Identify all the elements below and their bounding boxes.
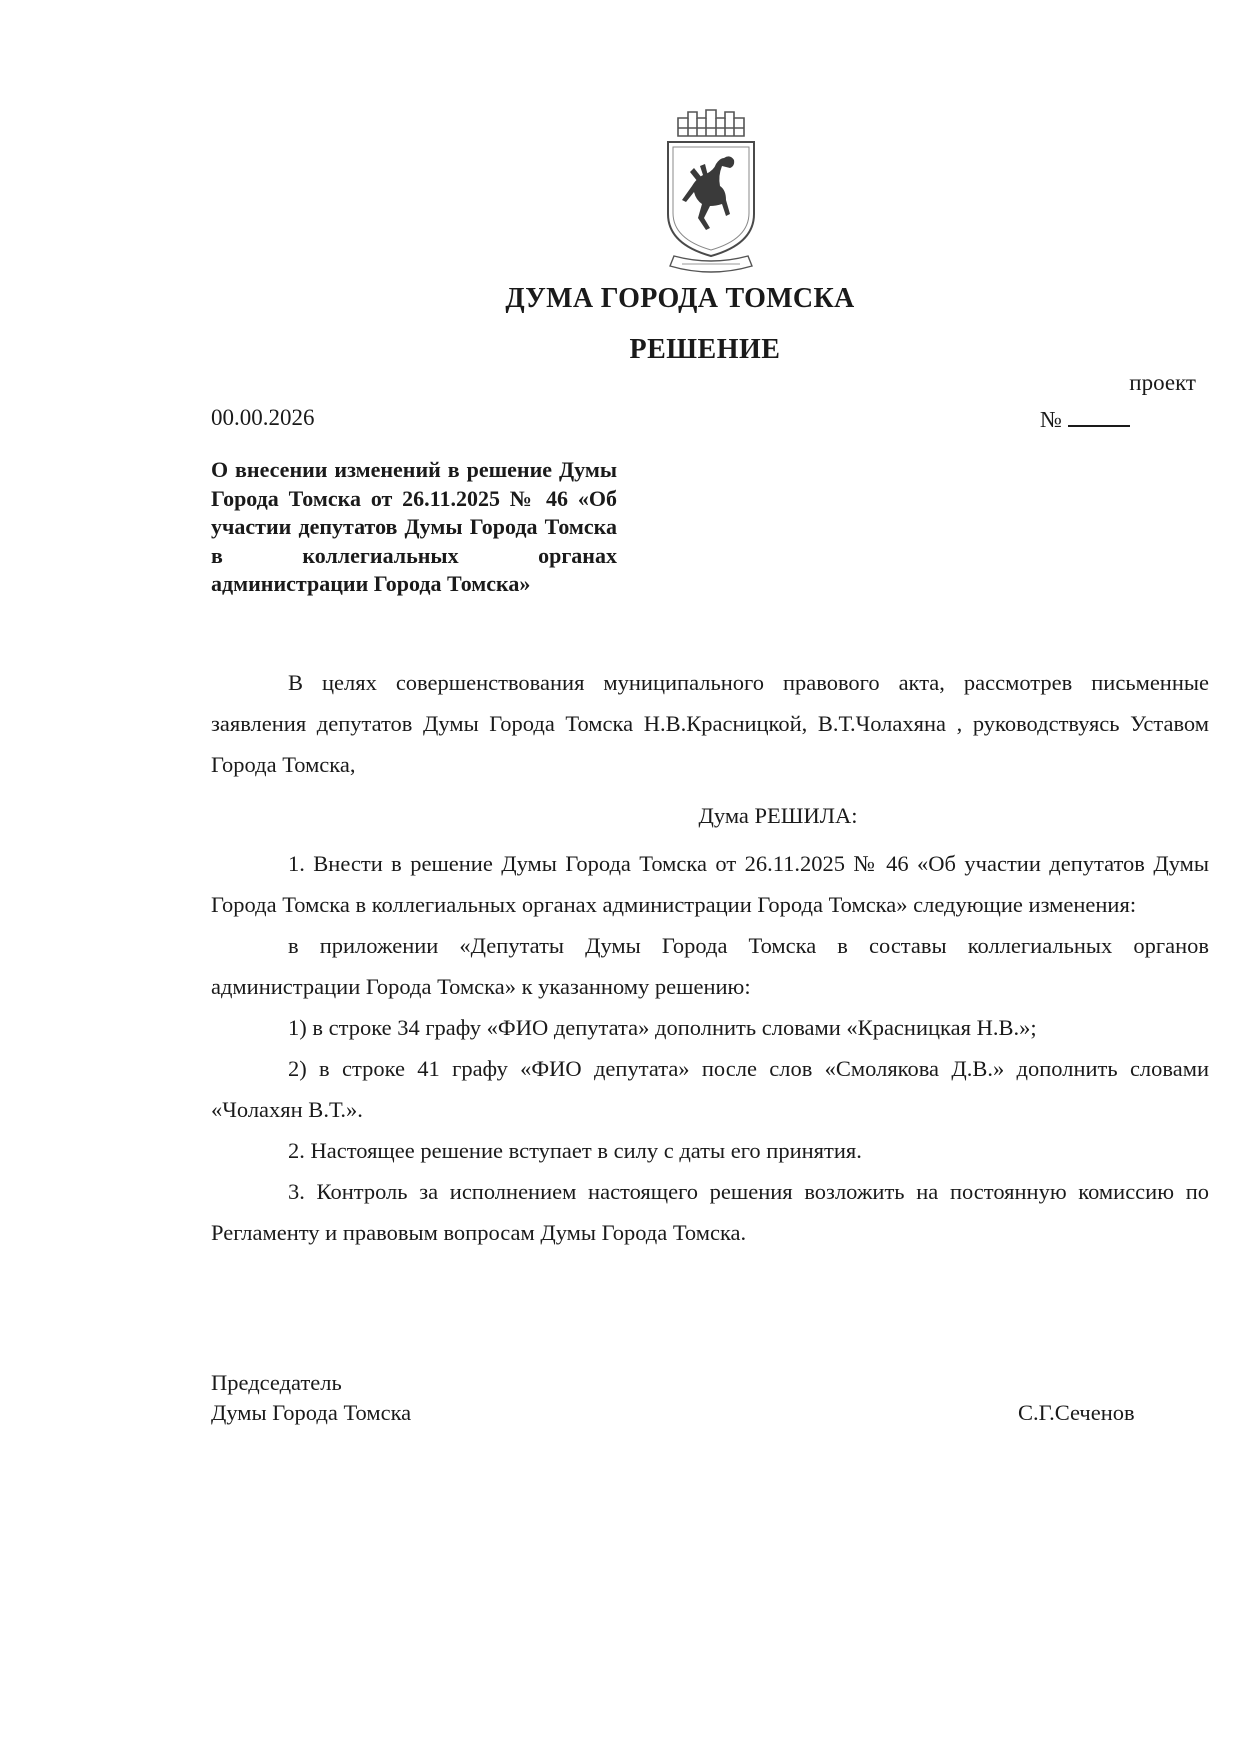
document-number xyxy=(1040,405,1130,433)
draft-mark: проект xyxy=(1129,370,1196,395)
signature-title-line1: Председатель xyxy=(211,1370,342,1395)
document-subject: О внесении изменений в решение Думы Города Томска от 26.11.2025 № 46 «Об участии депутатов Думы Города Томска в коллегиальных органах администрации Города Томска» xyxy=(211,457,617,597)
item-paragraph: в приложении «Депутаты Думы Города Томска в составы коллегиальных органов администрации Города Томска» к указанному решению: xyxy=(211,933,1209,999)
document-type: РЕШЕНИЕ xyxy=(629,334,781,365)
document-body xyxy=(211,662,1209,1253)
tomsk-coat-of-arms-icon xyxy=(664,106,758,276)
preamble-paragraph: В целях совершенствования муниципального правового акта, рассмотрев письменные заявления депутатов Думы Города Томска Н.В.Красницкой, В.Т.Чолахяна , руководствуясь Уставом Города Томска, xyxy=(211,670,1209,777)
signature-title-line2: Думы Города Томска xyxy=(211,1400,412,1425)
item-paragraph: 2. Настоящее решение вступает в силу с даты его принятия. xyxy=(288,1138,862,1163)
item-paragraph: 3. Контроль за исполнением настоящего решения возложить на постоянную комиссию по Регламенту и правовым вопросам Думы Города Томска. xyxy=(211,1179,1209,1245)
item-paragraph: 1) в строке 34 графу «ФИО депутата» дополнить словами «Красницкая Н.В.»; xyxy=(288,1015,1037,1040)
signer-name: С.Г.Сеченов xyxy=(1018,1400,1135,1425)
item-paragraph: 1. Внести в решение Думы Города Томска от 26.11.2025 № 46 «Об участии депутатов Думы Города Томска в коллегиальных органах администрации Города Томска» следующие изменения: xyxy=(211,851,1209,917)
signature-block xyxy=(211,1368,411,1428)
resolved-heading: Дума РЕШИЛА: xyxy=(698,803,858,828)
number-blank xyxy=(1068,405,1130,427)
organization-title: ДУМА ГОРОДА ТОМСКА xyxy=(505,283,855,314)
item-paragraph: 2) в строке 41 графу «ФИО депутата» после слов «Смолякова Д.В.» дополнить словами «Чолахян В.Т.». xyxy=(211,1056,1209,1122)
document-date: 00.00.2026 xyxy=(211,405,315,430)
number-label: № xyxy=(1040,407,1062,432)
